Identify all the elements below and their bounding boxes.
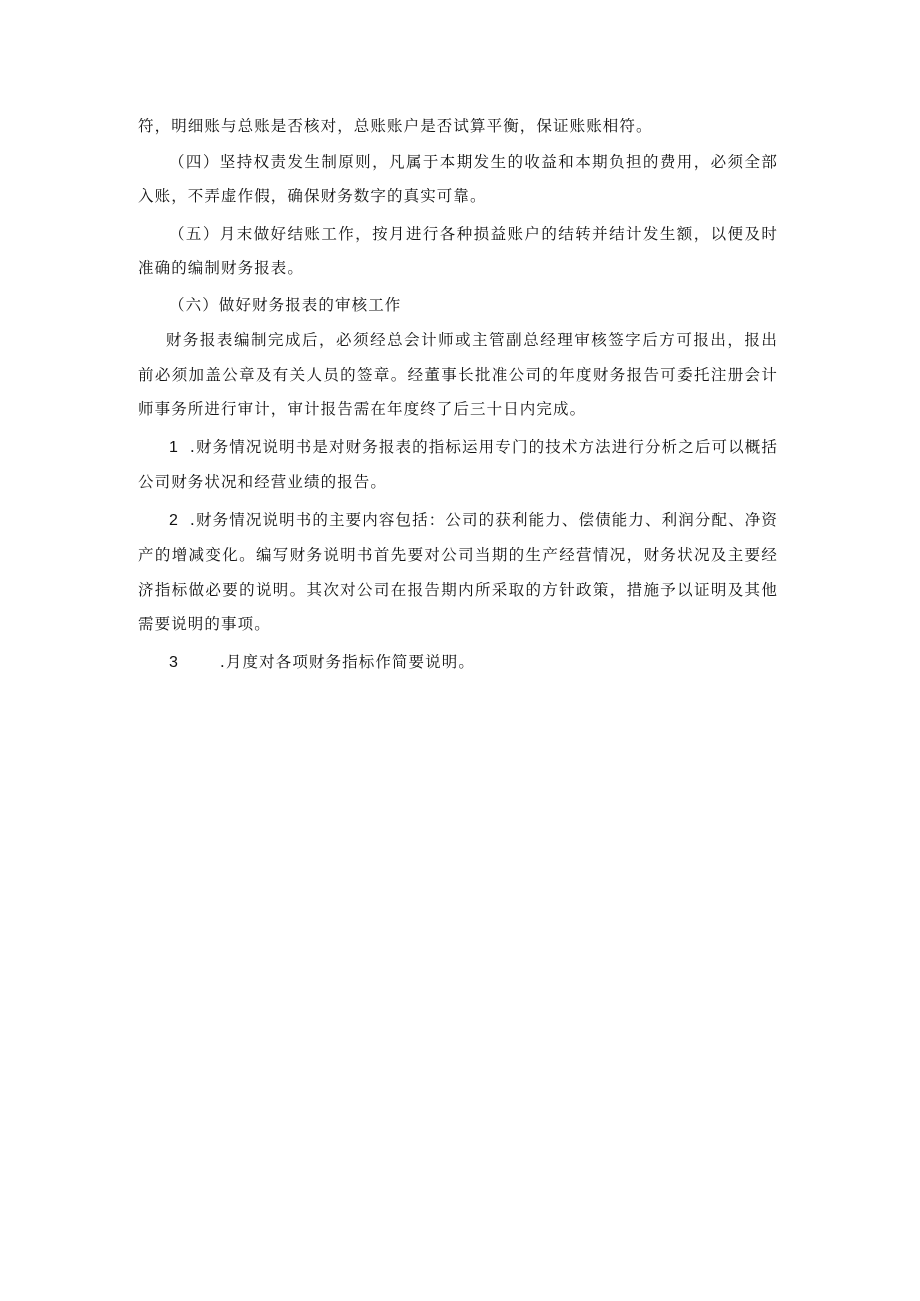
item-number: 1 (169, 438, 178, 456)
item-number: 3 (169, 653, 178, 671)
heading-section-six: （六）做好财务报表的审核工作 (169, 295, 402, 314)
document-body (138, 109, 778, 680)
paragraph-section-five: （五）月末做好结账工作，按月进行各种损益账户的结转并结计发生额，以便及时准确的编制财务报表。 (138, 224, 778, 277)
numbered-item-1 (138, 430, 778, 500)
numbered-item-2 (138, 503, 778, 642)
paragraph-section-four: （四）坚持权责发生制原则，凡属于本期发生的收益和本期负担的费用，必须全部入账，不弄虚作假，确保财务数字的真实可靠。 (138, 152, 778, 205)
numbered-item-3 (138, 645, 778, 681)
item-number: 2 (169, 511, 178, 529)
paragraph-continuation: 符，明细账与总账是否核对，总账账户是否试算平衡，保证账账相符。 (138, 117, 653, 135)
item-text: .月度对各项财务指标作简要说明。 (219, 652, 475, 671)
item-text: .财务情况说明书的主要内容包括：公司的获利能力、偿债能力、利润分配、净资产的增减变化。编写财务说明书首先要对公司当期的生产经营情况，财务状况及主要经济指标做必要的说明。其次对公司在报告期内所采取的方针政策，措施予以证明及其他需要说明的事项。 (138, 510, 778, 633)
paragraph-report-review: 财务报表编制完成后，必须经总会计师或主管副总经理审核签字后方可报出，报出前必须加盖公章及有关人员的签章。经董事长批准公司的年度财务报告可委托注册会计师事务所进行审计，审计报告需在年度终了后三十日内完成。 (138, 331, 778, 418)
item-text: .财务情况说明书是对财务报表的指标运用专门的技术方法进行分析之后可以概括公司财务状况和经营业绩的报告。 (138, 437, 778, 491)
